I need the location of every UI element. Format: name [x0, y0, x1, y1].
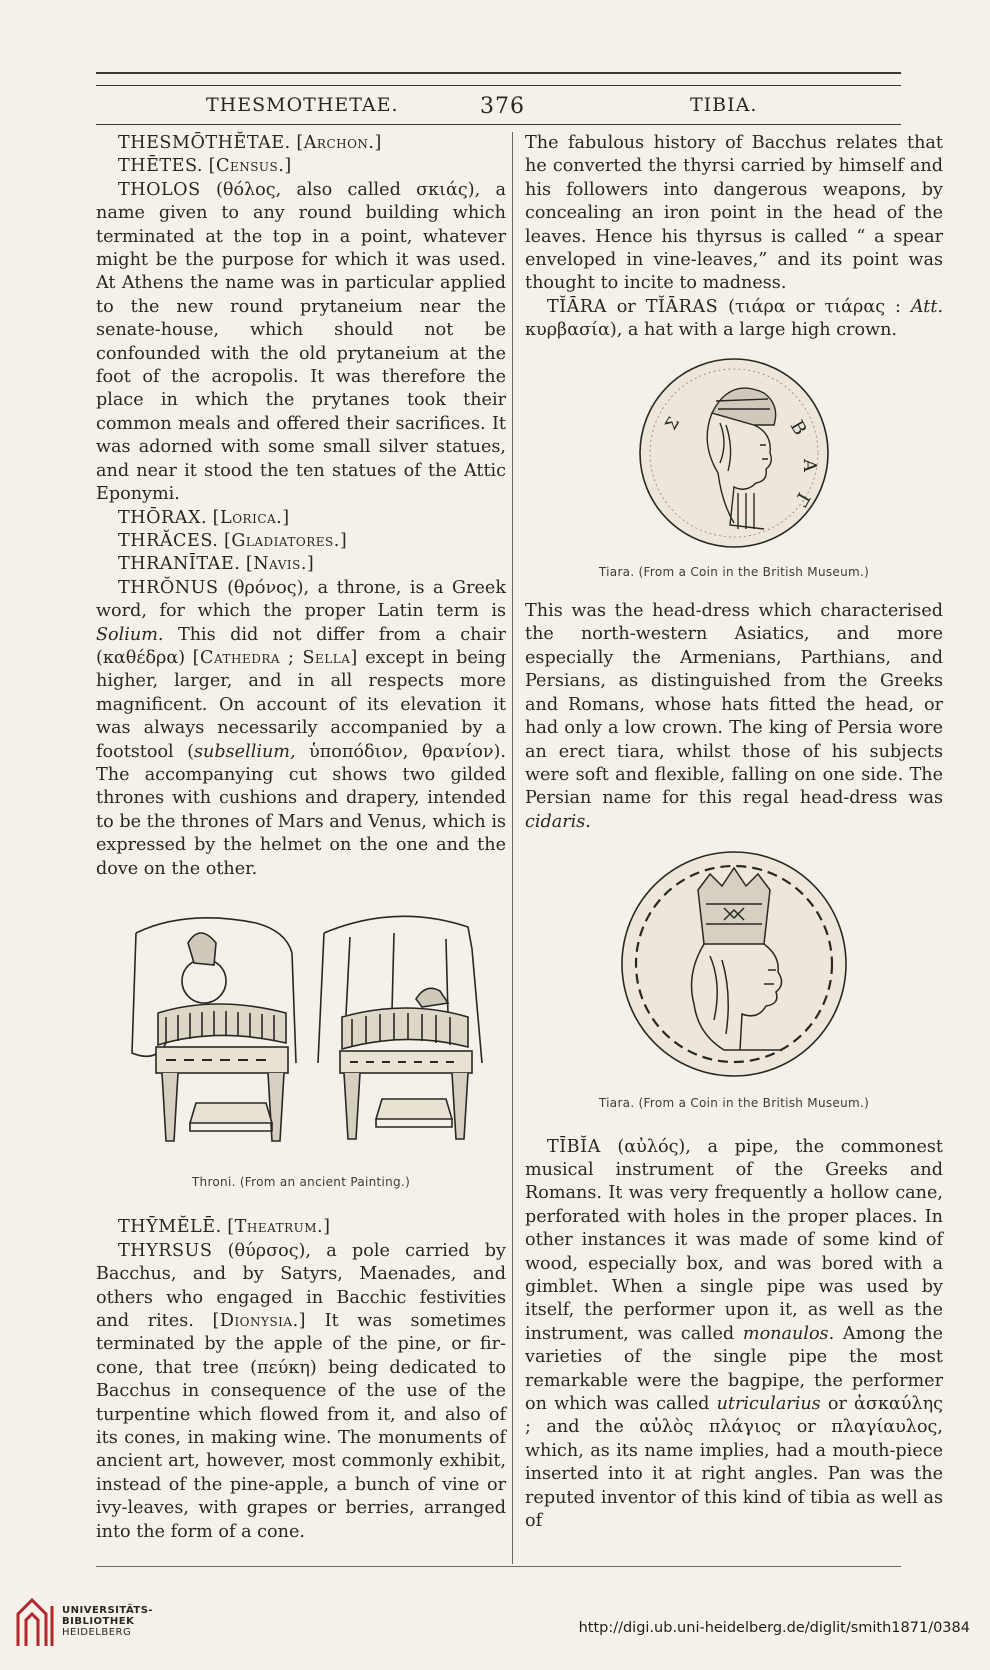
coin1-caption: Tiara. (From a Coin in the British Museum.) [598, 564, 870, 579]
logo-line-2: BIBLIOTHEK [62, 1616, 135, 1627]
ref-dionysia[interactable]: [Dionysia.] [212, 1311, 307, 1332]
entry-thraces [96, 530, 506, 553]
term-solium: Solium. [96, 624, 164, 645]
entry-tholos [96, 179, 506, 507]
text-thronus-d: ὑποπόδιον, θρανίον). The accompanying cut shows two gilded thrones with cushions and drapery, intended to be the thrones of Mars and Venus, which is expressed by the helmet on the one and the dove on the other. [96, 741, 506, 879]
term-cidaris: cidaris. [525, 811, 591, 832]
text-tiara-greek: (τιάρα or τιάρας : [728, 296, 901, 317]
term-tiara: TĬĀRA [547, 296, 607, 317]
header-rule [96, 124, 901, 125]
entry-thorax [96, 507, 506, 530]
top-rule-thin [96, 85, 901, 86]
library-logo-text [62, 1605, 153, 1638]
ref-theatrum[interactable]: [Theatrum.] [227, 1217, 331, 1238]
ref-navis[interactable]: [Navis.] [245, 554, 315, 575]
text-tiara-greek2: κυρβασία), a hat with a large high crown. [525, 320, 898, 341]
left-column [96, 132, 506, 1544]
column-divider [512, 132, 513, 1564]
page-number: 376 [480, 94, 525, 119]
entry-thranitae [96, 553, 506, 576]
coin2-illustration [614, 844, 854, 1084]
thyrsus-continuation: The fabulous history of Bacchus relates that he converted the thyrsi carried by himself and his followers into dangerous weapons, by concealing an iron point in the head of the leaves. Hence his thyrsus is called “ a spear enveloped in vine-leaves,” and its point was thought to incite to madness. [525, 133, 943, 294]
entry-thymele [96, 1216, 506, 1239]
logo-line-1: UNIVERSITÄTS- [62, 1605, 154, 1616]
svg-text:Σ: Σ [661, 413, 684, 433]
term-tiaras: TĬĀRAS [645, 296, 719, 317]
header-left-word: THESMOTHETAE. [206, 94, 399, 116]
right-column [525, 132, 943, 1533]
text-thronus-b: This did not differ from a chair (καθέδρα) [96, 624, 507, 668]
header-right-word: TIBIA. [690, 94, 758, 116]
coin1-illustration [634, 353, 834, 553]
term-monaulos: monaulos. [742, 1323, 835, 1344]
footer-rule [96, 1566, 901, 1567]
ref-archon[interactable]: [Archon.] [296, 133, 382, 153]
coin2-figure [525, 844, 943, 1115]
running-header [0, 88, 990, 124]
coin2-caption: Tiara. (From a Coin in the British Museum.) [598, 1096, 870, 1111]
svg-text:Β: Β [785, 416, 811, 439]
coin1-figure [525, 353, 943, 584]
term-tibia: TĪBĬA [547, 1136, 601, 1157]
tiara-description [525, 600, 943, 834]
text-thronus-c: except in being higher, larger, and in all respects more magnificent. On account of its elevation it was always necessarily accompanied by a footstool ( [96, 647, 507, 762]
svg-text:Γ: Γ [789, 488, 814, 510]
entry-thesmothetae [96, 132, 506, 155]
entry-tibia [525, 1136, 943, 1534]
text-tibia-c: or ἀσκαύλης ; and the αὐλὸς πλάγιος or πλαγίαυλος, which, as its name implies, had a mouth-piece inserted into it at right angles. Pan was the reputed inventor of this kind of tibia as well as of [525, 1394, 944, 1532]
term-thraces: THRĂCES. [118, 530, 219, 551]
term-thyrsus: THYRSUS [118, 1240, 213, 1261]
ref-census[interactable]: [Census.] [208, 156, 292, 177]
ref-lorica[interactable]: [Lorica.] [212, 507, 290, 528]
svg-text:Α: Α [799, 458, 820, 472]
term-tholos: THOLOS [118, 179, 201, 200]
text-or: or [616, 296, 636, 317]
text-tiara-description: This was the head-dress which characterised the north-western Asiatics, and more especially the Armenians, Parthians, and Persians, as distinguished from the Greeks and Romans, whose hats fitted the head, or had only a low crown. The king of Persia wore an erect tiara, whilst those of his subjects were soft and flexible, falling on one side. The Persian name for this regal head-dress was [525, 601, 943, 809]
term-thranitae: THRANĪTAE. [118, 554, 241, 575]
entry-thyrsus [96, 1240, 506, 1544]
source-url-link[interactable]: http://digi.ub.uni-heidelberg.de/diglit/smith1871/0384 [578, 1620, 970, 1636]
term-thronus: THRŎNUS [118, 577, 219, 598]
throni-caption: Throni. (From an ancient Painting.) [191, 1175, 411, 1189]
entry-thetes [96, 155, 506, 178]
text-tibia-a: (αὐλός), a pipe, the commonest musical instrument of the Greeks and Romans. It was very frequently a hollow cane, perforated with holes in the proper places. In other instances it was made of some kind of wood, especially box, and was bored with a gimblet. When a single pipe was used by itself, the performer upon it, as well as the instrument, was called [525, 1136, 943, 1344]
text-tibia-b: Among the varieties of the single pipe the most remarkable were the bagpipe, the performer on which was called [525, 1323, 943, 1414]
text-tholos: (θόλος, also called σκιάς), a name given to any round building which terminated at the top in a point, whatever might be the purpose for which it was used. At Athens the name was in particular applied to the new round prytaneium near the senate-house, which should not be confounded with the old prytaneium at the foot of the acropolis. It was therefore the place in which the prytanes took their common meals and offered their sacrifices. It was adorned with some small silver statues, and near it stood the ten statues of the Attic Eponymi. [96, 179, 507, 505]
throni-figure [96, 903, 506, 1194]
term-thorax: THŌRAX. [118, 507, 208, 528]
text-thyrsus-b: It was sometimes terminated by the apple of the pine, or fir-cone, that tree (πεύκη) being dedicated to Bacchus in consequence of the use of the turpentine which flowed from it, and also of its cones, in making wine. The monuments of ancient art, however, most commonly exhibit, instead of the pine-apple, a bunch of vine or ivy-leaves, with grapes or berries, arranged into the form of a cone. [96, 1311, 507, 1542]
term-thymele: THȲMĔLĒ. [118, 1217, 222, 1238]
term-thetes: THĒTES. [118, 156, 204, 177]
term-utricularius: utricularius [716, 1394, 821, 1414]
term-thesmothetae: THESMŌTHĔTAE. [118, 133, 291, 153]
ref-cathedra-sella[interactable]: [Cathedra ; Sella] [192, 647, 358, 668]
top-rule [96, 72, 901, 74]
entry-thronus [96, 577, 506, 881]
ref-gladiatores[interactable]: [Gladiatores.] [223, 530, 348, 551]
text-att: Att. [910, 296, 944, 317]
text-thronus-a: (θρόνος), a throne, is a Greek word, for which the proper Latin term is [96, 577, 506, 622]
term-subsellium: subsellium, [194, 741, 296, 762]
text-thyrsus-a: (θύρσος), a pole carried by Bacchus, and by Satyrs, Maenades, and others who engaged in Bacchic festivities and rites. [96, 1240, 506, 1332]
entry-tiara [525, 296, 943, 343]
logo-line-3: HEIDELBERG [62, 1627, 132, 1638]
throni-illustration [96, 903, 506, 1163]
